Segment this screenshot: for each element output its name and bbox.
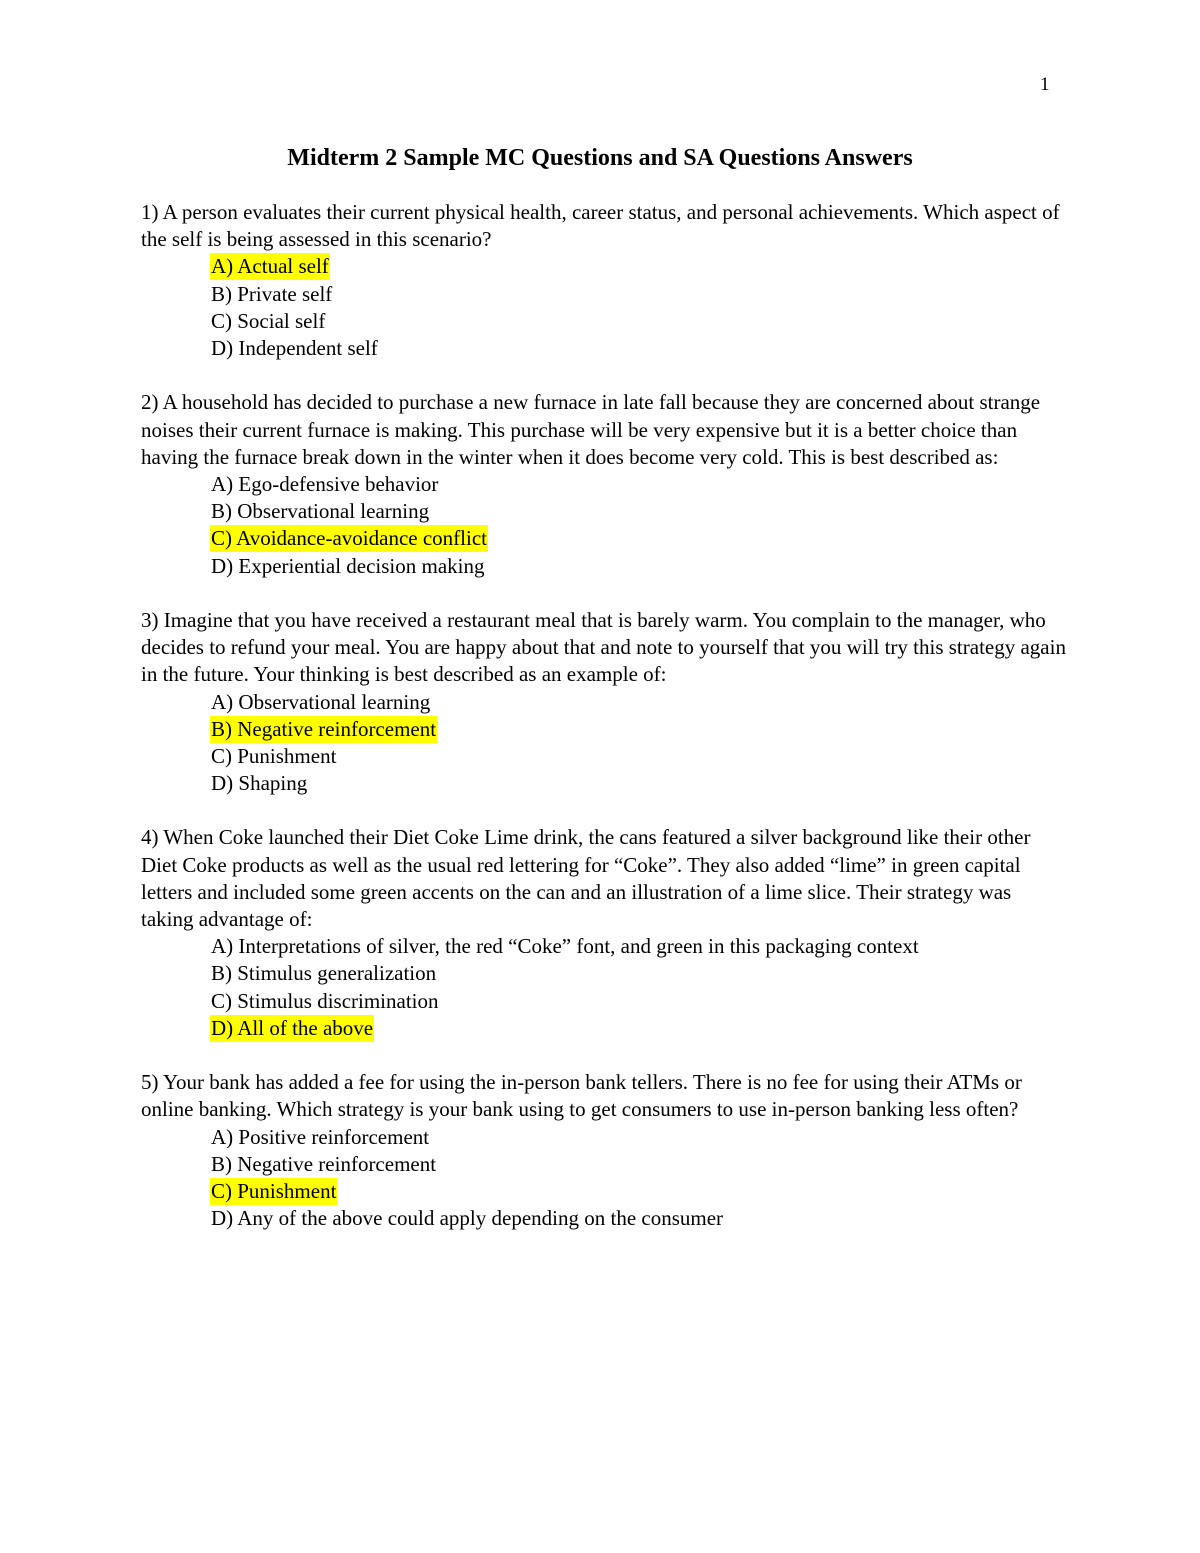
answer-text: A) Observational learning bbox=[211, 689, 431, 714]
answer-text: B) Observational learning bbox=[211, 499, 430, 524]
question-stem: 5) Your bank has added a fee for using the in-person bank tellers. There is no fee for using their ATMs or online banking. Which strategy is your bank using to get consumers to use in-person banking less often? bbox=[141, 1070, 1022, 1122]
answer-options bbox=[141, 689, 1066, 798]
answer-option-correct bbox=[211, 716, 1066, 743]
question-5 bbox=[141, 1069, 1066, 1232]
answer-option bbox=[211, 743, 1066, 770]
answer-text: D) Experiential decision making bbox=[211, 553, 485, 578]
answer-option-correct bbox=[211, 253, 1066, 280]
answer-text: B) Negative reinforcement bbox=[211, 1151, 437, 1176]
answer-option bbox=[211, 281, 1066, 308]
answer-text: D) Shaping bbox=[211, 771, 308, 796]
highlighted-answer-text: B) Negative reinforcement bbox=[211, 716, 437, 741]
answer-option bbox=[211, 498, 1066, 525]
answer-text: A) Ego-defensive behavior bbox=[211, 471, 439, 496]
answer-option bbox=[211, 553, 1066, 580]
answer-option bbox=[211, 960, 1066, 987]
page-number: 1 bbox=[1040, 74, 1050, 95]
highlighted-answer-text: A) Actual self bbox=[211, 254, 329, 279]
answer-text: C) Social self bbox=[211, 308, 326, 333]
answer-option bbox=[211, 1205, 1066, 1232]
question-stem: 4) When Coke launched their Diet Coke Lime drink, the cans featured a silver background like their other Diet Coke products as well as the usual red lettering for “Coke”. They also added “lime” in green capital letters and included some green accents on the can and an illustration of a lime slice. Their strategy was taking advantage of: bbox=[141, 825, 1031, 932]
answer-text: C) Punishment bbox=[211, 743, 337, 768]
answer-options bbox=[141, 471, 1066, 580]
question-3 bbox=[141, 607, 1066, 797]
answer-text: D) Any of the above could apply depending on the consumer bbox=[211, 1206, 724, 1231]
answer-options bbox=[141, 933, 1066, 1042]
answer-options bbox=[141, 1124, 1066, 1233]
answer-option bbox=[211, 1151, 1066, 1178]
answer-text: D) Independent self bbox=[211, 335, 378, 360]
highlighted-answer-text: C) Avoidance-avoidance conflict bbox=[211, 526, 487, 551]
answer-option bbox=[211, 933, 1066, 960]
answer-option bbox=[211, 308, 1066, 335]
document-title: Midterm 2 Sample MC Questions and SA Questions Answers bbox=[287, 145, 913, 171]
answer-text: B) Stimulus generalization bbox=[211, 961, 437, 986]
answer-options bbox=[141, 253, 1066, 362]
question-2 bbox=[141, 389, 1066, 579]
answer-option bbox=[211, 335, 1066, 362]
answer-option bbox=[211, 988, 1066, 1015]
answer-text: C) Stimulus discrimination bbox=[211, 988, 439, 1013]
answer-text: B) Private self bbox=[211, 281, 333, 306]
question-stem: 3) Imagine that you have received a restaurant meal that is barely warm. You complain to the manager, who decides to refund your meal. You are happy about that and note to yourself that you will try this strategy again in the future. Your thinking is best described as an example of: bbox=[141, 607, 1066, 687]
highlighted-answer-text: D) All of the above bbox=[211, 1015, 374, 1040]
question-list bbox=[141, 199, 1066, 1260]
answer-option bbox=[211, 689, 1066, 716]
question-stem: 2) A household has decided to purchase a new furnace in late fall because they are concerned about strange noises their current furnace is making. This purchase will be very expensive but it is a better choice than having the furnace break down in the winter when it does become very cold. This is best described as: bbox=[141, 390, 1041, 469]
question-stem: 1) A person evaluates their current physical health, career status, and personal achievements. Which aspect of the self is being assessed in this scenario? bbox=[141, 200, 1060, 252]
question-4 bbox=[141, 824, 1066, 1042]
answer-text: A) Interpretations of silver, the red “Coke” font, and green in this packaging context bbox=[211, 934, 919, 959]
answer-option-correct bbox=[211, 525, 1066, 552]
answer-option-correct bbox=[211, 1178, 1066, 1205]
question-1 bbox=[141, 199, 1066, 362]
answer-option bbox=[211, 770, 1066, 797]
highlighted-answer-text: C) Punishment bbox=[211, 1178, 337, 1203]
answer-option bbox=[211, 471, 1066, 498]
answer-text: A) Positive reinforcement bbox=[211, 1124, 430, 1149]
answer-option bbox=[211, 1124, 1066, 1151]
answer-option-correct bbox=[211, 1015, 1066, 1042]
